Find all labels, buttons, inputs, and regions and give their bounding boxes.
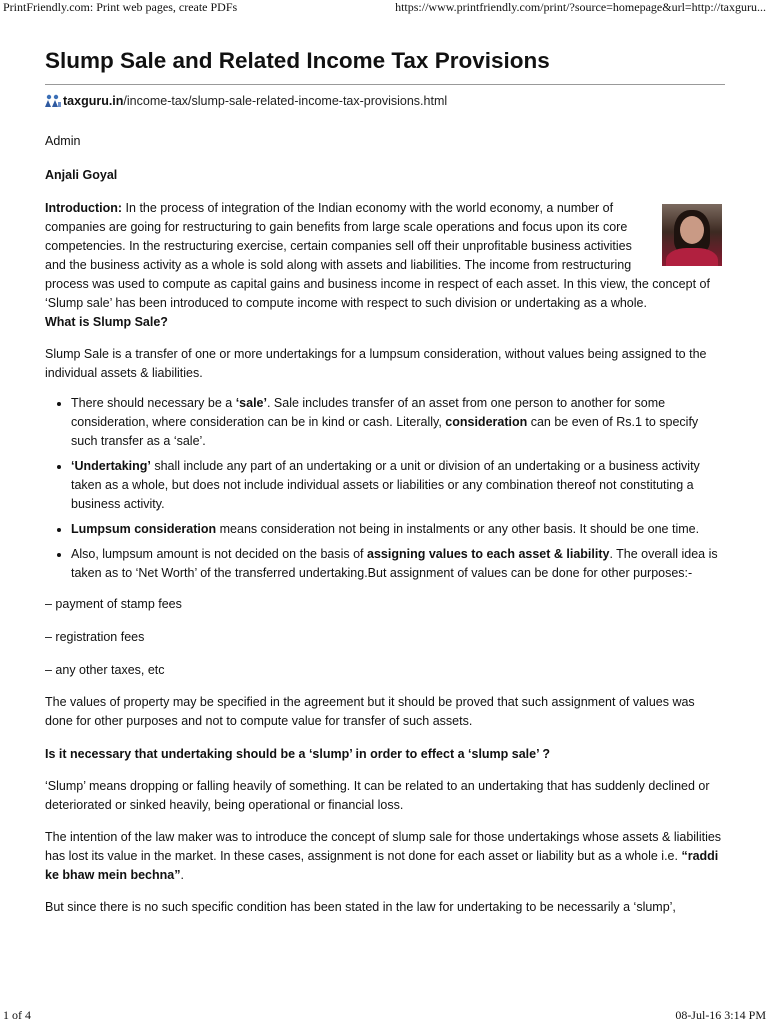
heading-what-is-slump-sale: What is Slump Sale?: [45, 315, 168, 329]
intro-paragraph: [45, 199, 725, 313]
list-item: • There should necessary be a ‘sale’. Sale includes transfer of an asset from one person to another for some consideration, where consideration can be in kind or cash. Literally, consideration can be even of Rs.1 to specify such transfer as a ‘sale’.: [71, 394, 725, 451]
taxguru-logo-icon: [45, 94, 61, 108]
intro-text: In the process of integration of the Indian economy with the world economy, a number of companies are going for restructuring to gain benefits from large scale operations and focus upon its core competencies. In the restructuring exercise, certain companies sell off their unprofitable business activities and the business activity as a whole is sold along with assets and liabilities. The income from restructuring process was used to compute as capital gains and business income in respect of each asset. In this view, the concept of ‘Slump sale’ has been introduced to compute income with respect to such division or undertaking as a whole.: [45, 201, 710, 310]
article-title: Slump Sale and Related Income Tax Provisions: [45, 48, 550, 73]
author-role: Admin: [45, 134, 81, 148]
source-domain: taxguru.in: [63, 94, 124, 108]
list-item: • Also, lumpsum amount is not decided on the basis of assigning values to each asset & liability. The overall idea is taken as to ‘Net Worth’ of the transferred undertaking.But assignment of values can be done for other purposes:-: [71, 545, 725, 583]
author-name: Anjali Goyal: [45, 168, 118, 182]
values-paragraph: The values of property may be specified in the agreement but it should be proved that such assignment of values was done for other purposes and not to compute value for transfer of such assets.: [45, 695, 695, 728]
print-header-url: https://www.printfriendly.com/print/?source=homepage&url=http://taxguru...: [395, 0, 766, 14]
source-link[interactable]: [45, 92, 725, 110]
title-divider: [45, 84, 725, 85]
dash-item: – payment of stamp fees: [45, 597, 182, 611]
intro-label: Introduction:: [45, 201, 123, 215]
source-path: /income-tax/slump-sale-related-income-tax-provisions.html: [123, 94, 448, 108]
dash-item: – any other taxes, etc: [45, 663, 165, 677]
question-heading: Is it necessary that undertaking should be a ‘slump’ in order to effect a ‘slump sale’ ?: [45, 747, 550, 761]
page-counter: 1 of 4: [3, 1008, 31, 1022]
print-header-title: PrintFriendly.com: Print web pages, create PDFs: [3, 0, 238, 14]
print-timestamp: 08-Jul-16 3:14 PM: [675, 1008, 766, 1022]
dash-item: – registration fees: [45, 630, 145, 644]
article: [45, 46, 725, 917]
definition-bullets: [45, 394, 725, 583]
author-photo: [662, 204, 722, 266]
definition-paragraph: Slump Sale is a transfer of one or more undertakings for a lumpsum consideration, without values being assigned to the individual assets & liabilities.: [45, 347, 707, 380]
list-item: • ‘Undertaking’ shall include any part of an undertaking or a unit or division of an undertaking or a business activity taken as a whole, but does not include individual assets or liabilities or any combination thereof not constituting a business activity.: [71, 457, 725, 514]
intention-paragraph: The intention of the law maker was to introduce the concept of slump sale for those undertakings whose assets & liabilities has lost its value in the market. In these cases, assignment is not done for each asset or liability but as a whole i.e. “raddi ke bhaw mein bechna”.: [45, 830, 722, 882]
list-item: • Lumpsum consideration means consideration not being in instalments or any other basis. It should be one time.: [71, 520, 725, 539]
slump-meaning-paragraph: ‘Slump’ means dropping or falling heavily of something. It can be related to an undertaking that has suddenly declined or deteriorated or sinked heavily, being operational or financial loss.: [45, 779, 710, 812]
last-paragraph: But since there is no such specific condition has been stated in the law for undertaking to be necessarily a ‘slump’,: [45, 900, 676, 914]
